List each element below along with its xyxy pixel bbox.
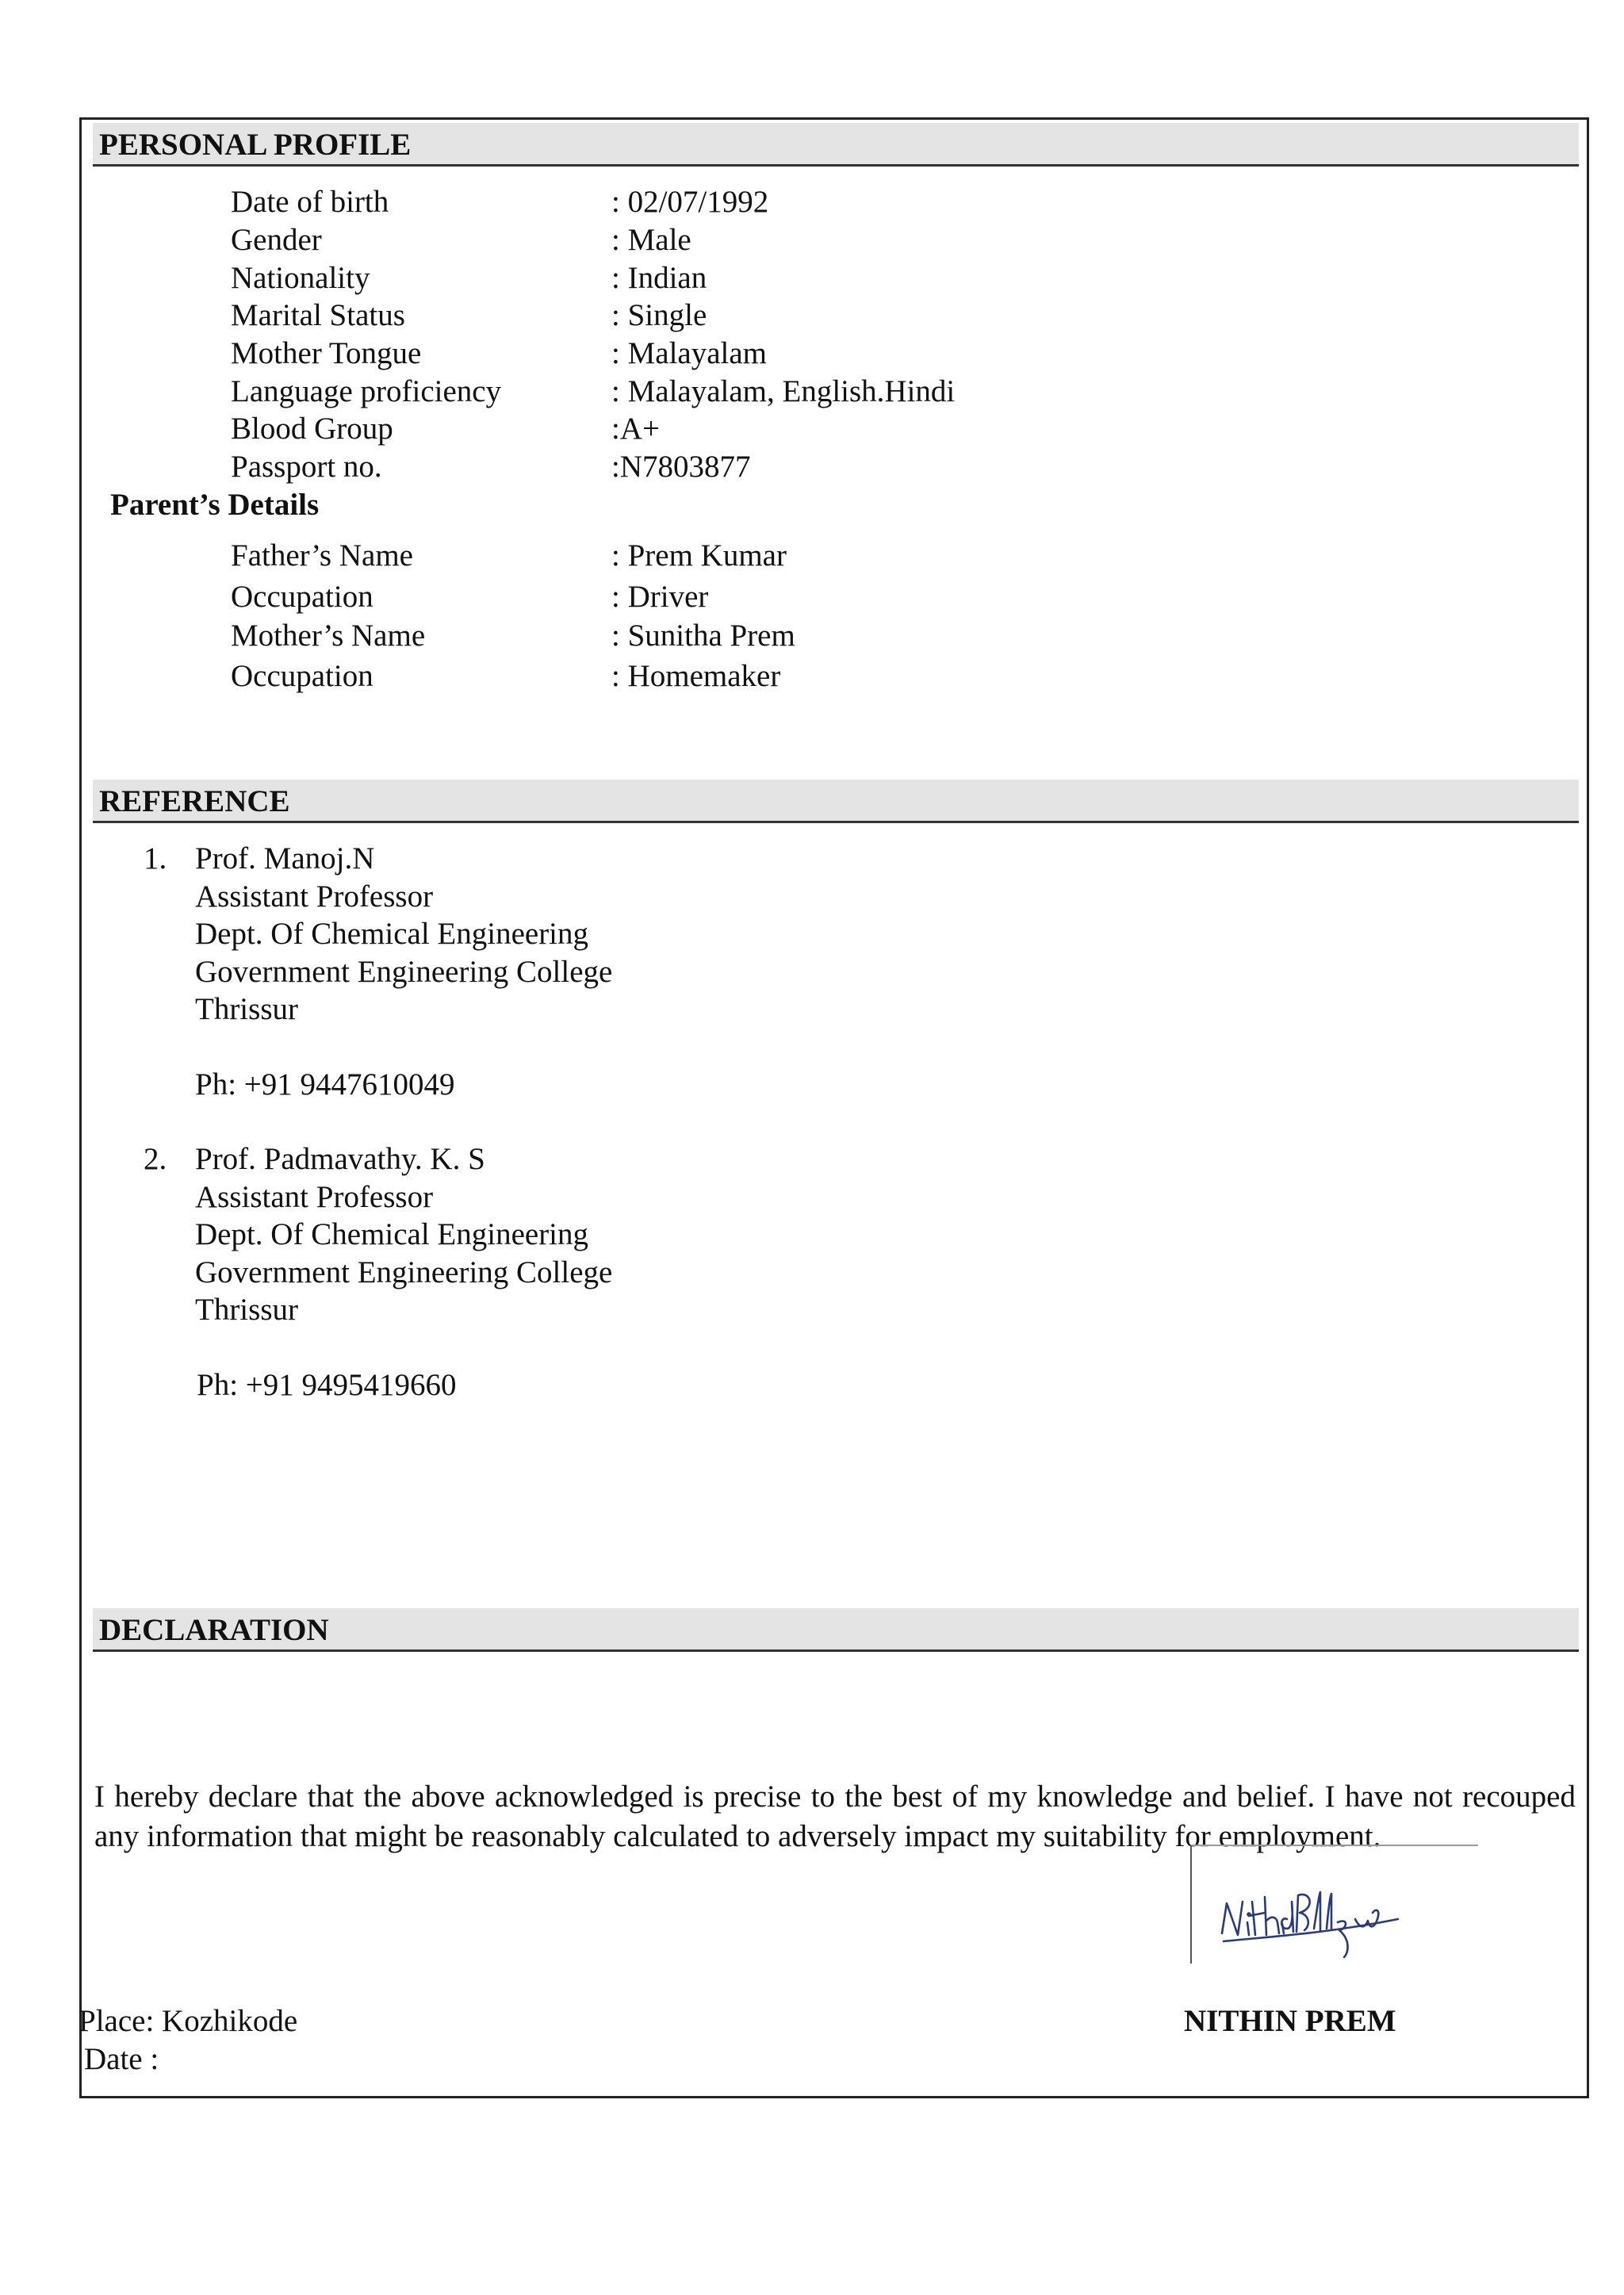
field-label: Blood Group [231,412,393,446]
field-value: :A+ [611,412,660,446]
reference-city: Thrissur [195,1293,298,1327]
field-value: : Sunitha Prem [611,619,795,653]
field-value: : Malayalam, English.Hindi [611,374,956,408]
reference-designation: Assistant Professor [195,879,434,914]
field-label: Father’s Name [231,538,413,573]
resume-page-frame [79,117,1589,2098]
field-label: Nationality [231,261,370,295]
field-label: Mother’s Name [231,619,426,653]
declaration-heading: DECLARATION [93,1608,1579,1652]
reference-city: Thrissur [195,992,298,1026]
field-value: : 02/07/1992 [611,185,769,219]
signature-box [1190,1845,1478,1964]
place-label: Place: Kozhikode [79,2004,298,2038]
reference-number: 2. [144,1142,167,1176]
spacer [195,1329,612,1367]
spacer [195,1029,612,1067]
reference-name: Prof. Padmavathy. K. S [195,1142,485,1176]
reference-heading: REFERENCE [93,780,1579,823]
field-value: :N7803877 [611,450,751,484]
reference-phone: Ph: +91 9447610049 [195,1067,455,1102]
field-value: : Indian [611,261,707,295]
field-label: Passport no. [231,450,382,484]
reference-designation: Assistant Professor [195,1179,434,1214]
reference-department: Dept. Of Chemical Engineering [195,917,589,951]
field-label: Marital Status [231,298,405,332]
field-label: Occupation [231,580,373,614]
field-value: : Single [611,298,707,332]
field-value: : Malayalam [611,336,768,370]
field-label: Mother Tongue [231,336,422,370]
reference-phone: Ph: +91 9495419660 [197,1368,457,1402]
field-label: Language proficiency [231,374,502,408]
date-label: Date : [84,2042,159,2076]
field-value: : Driver [611,580,709,614]
reference-department: Dept. Of Chemical Engineering [195,1217,589,1251]
field-label: Occupation [231,659,373,693]
parents-details-heading: Parent’s Details [110,488,320,522]
signature-icon [1192,1846,1480,1965]
declaration-text: I hereby declare that the above acknowledged is precise to the best of my knowledge and belief. I have not recouped any information that might be reasonably calculated to adversely impact my suitability for employment. [94,1780,1576,1853]
field-value: : Male [611,223,691,257]
field-label: Date of birth [231,185,389,219]
reference-name: Prof. Manoj.N [195,841,375,875]
reference-college: Government Engineering College [195,1255,613,1289]
field-value: : Prem Kumar [611,538,787,573]
reference-number: 1. [144,841,167,875]
field-value: : Homemaker [611,659,781,693]
applicant-name: NITHIN PREM [1184,2004,1396,2038]
reference-college: Government Engineering College [195,954,613,989]
field-label: Gender [231,223,322,257]
personal-profile-heading: PERSONAL PROFILE [93,123,1579,167]
